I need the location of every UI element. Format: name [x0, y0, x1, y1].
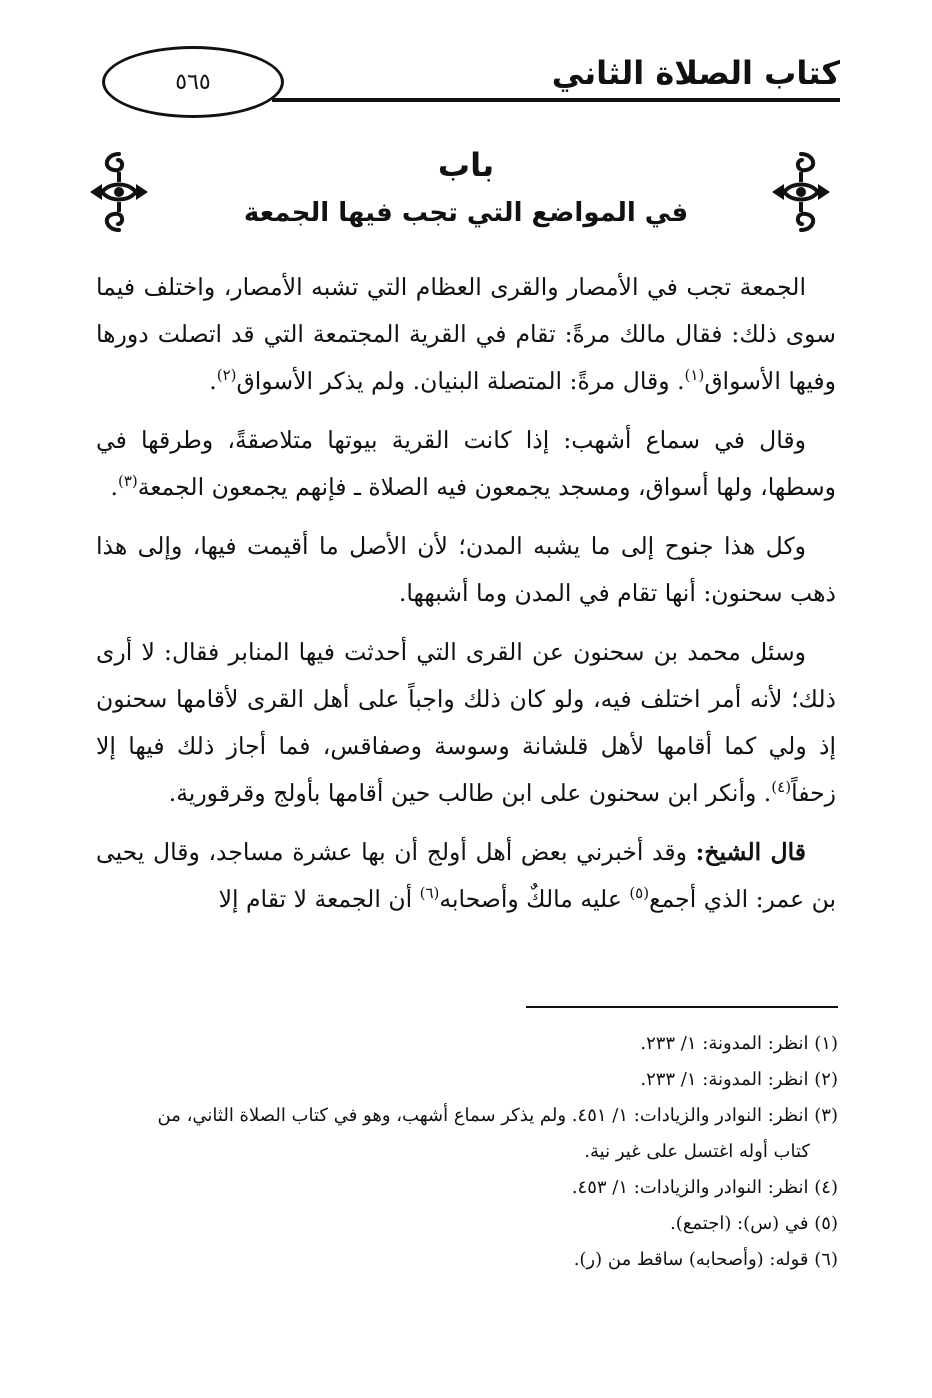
footnote [90, 1098, 838, 1170]
footnote-marker: (٥) [629, 884, 650, 903]
footnote-continuation: كتاب أوله اغتسل على غير نية. [584, 1141, 810, 1162]
footnote-text: انظر: النوادر والزيادات: ١/ ٤٥٣. [571, 1177, 809, 1198]
footnote-text: انظر: المدونة: ١/ ٢٣٣. [640, 1069, 809, 1090]
footnote-number: (٦) [814, 1249, 838, 1270]
footnote-number: (١) [814, 1033, 838, 1054]
footnote-number: (٣) [814, 1105, 838, 1126]
paragraph-lead: قال الشيخ: [695, 838, 806, 866]
footnote-marker: (٢) [216, 366, 237, 385]
text-segment: . وقال مرةً: المتصلة البنيان. ولم يذكر الأسواق [236, 367, 685, 395]
text-segment: . [209, 367, 217, 395]
paragraph [96, 264, 836, 405]
footnote [90, 1062, 838, 1098]
page-number: ٥٦٥ [175, 69, 211, 95]
paragraph [96, 629, 836, 817]
text-segment: وقد أخبرني بعض أهل أولج أن بها عشرة مساجد، وقال يحيى بن عمر: الذي أجمع [96, 838, 836, 913]
text-segment: وسئل محمد بن سحنون عن القرى التي أحدثت فيها المنابر فقال: لا أرى ذلك؛ لأنه أمر اختلف فيه، ولو كان ذلك واجباً على أهل القرى لأقامها سحنون إذ ولي كما أقامها لأهل قلشانة وسوسة وصفاقس، فما أجاز ذلك فيها إلا زحفاً [96, 638, 836, 807]
text-segment: الجمعة تجب في الأمصار والقرى العظام التي تشبه الأمصار، واختلف فيما سوى ذلك: فقال مالك مرةً: تقام في القرية المجتمعة التي قد اتصلت دورها وفيها الأسواق [96, 273, 836, 395]
footnote [90, 1026, 838, 1062]
text-segment: . وأنكر ابن سحنون على ابن طالب حين أقامها بأولج وقرقورية. [168, 779, 772, 807]
footnote-marker: (٦) [419, 884, 440, 903]
footnote [90, 1170, 838, 1206]
main-text [96, 264, 836, 935]
footnote-number: (٢) [814, 1069, 838, 1090]
page-header [92, 40, 840, 110]
footnote-marker: (٣) [117, 472, 138, 491]
text-segment: أن الجمعة لا تقام إلا [218, 885, 420, 913]
footnote-text: انظر: النوادر والزيادات: ١/ ٤٥١. ولم يذكر سماع أشهب، وهو في كتاب الصلاة الثاني، من [157, 1105, 809, 1126]
chapter-label: باب [437, 146, 495, 184]
footnote-text: انظر: المدونة: ١/ ٢٣٣. [640, 1033, 809, 1054]
paragraph [96, 829, 836, 923]
footnote-marker: (١) [684, 366, 705, 385]
running-title: كتاب الصلاة الثاني [551, 54, 840, 92]
paragraph [96, 417, 836, 511]
header-rule [272, 98, 840, 102]
text-segment: وقال في سماع أشهب: إذا كانت القرية بيوتها متلاصقةً، وطرقها في وسطها، ولها أسواق، ومسجد يجمعون فيه الصلاة ـ فإنهم يجمعون الجمعة [96, 426, 836, 501]
footnote [90, 1206, 838, 1242]
footnote [90, 1242, 838, 1278]
footnote-number: (٥) [814, 1213, 838, 1234]
footnote-rule [526, 1006, 838, 1008]
text-segment: وكل هذا جنوح إلى ما يشبه المدن؛ لأن الأصل ما أقيمت فيها، وإلى هذا ذهب سحنون: أنها تقام في المدن وما أشبهها. [96, 532, 836, 607]
footnote-text: في (س): (اجتمع). [670, 1213, 809, 1234]
text-segment: عليه مالكٌ وأصحابه [439, 885, 630, 913]
footnote-text: قوله: (وأصحابه) ساقط من (ر). [573, 1249, 809, 1270]
chapter-title: في المواضع التي تجب فيها الجمعة [243, 198, 689, 228]
footnote-marker: (٤) [771, 778, 792, 797]
text-segment: . [110, 473, 118, 501]
paragraph [96, 523, 836, 617]
footnote-number: (٤) [814, 1177, 838, 1198]
footnotes [90, 1026, 838, 1278]
